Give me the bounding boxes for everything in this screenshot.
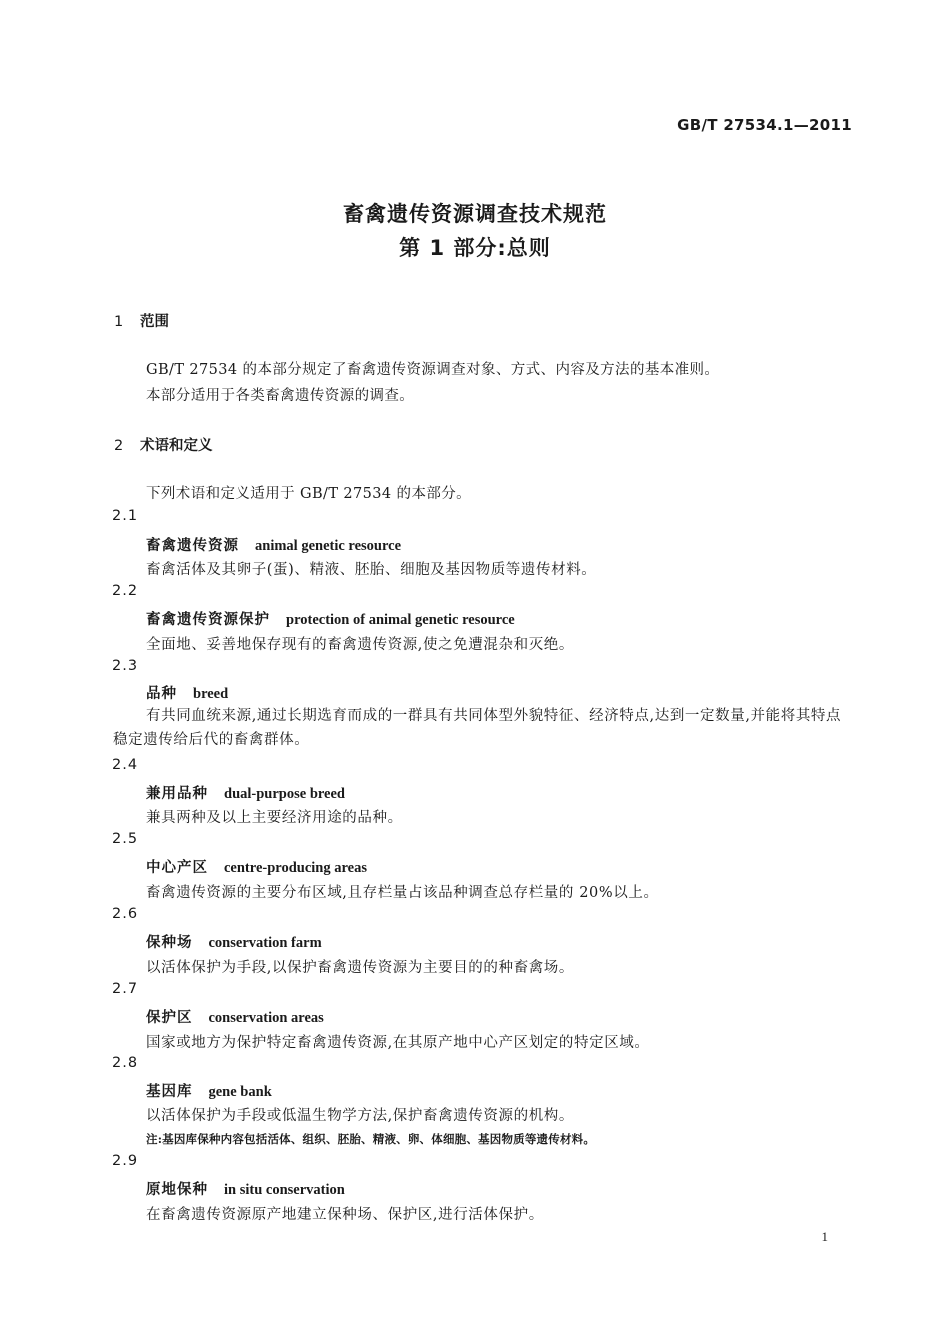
section-1-title: 范围 <box>140 314 169 330</box>
clause-number: 2.5 <box>112 831 139 847</box>
term-chinese: 原地保种 <box>146 1182 208 1198</box>
term-definition: 畜禽遗传资源的主要分布区域,且存栏量占该品种调查总存栏量的 20%以上。 <box>146 885 659 901</box>
term-entry <box>146 1080 272 1101</box>
term-entry <box>146 608 515 629</box>
term-note: 注:基因库保种内容包括活体、组织、胚胎、精液、卵、体细胞、基因物质等遗传材料。 <box>146 1132 596 1146</box>
section-1-heading <box>114 310 169 331</box>
term-definition: 全面地、妥善地保存现有的畜禽遗传资源,使之免遭混杂和灭绝。 <box>146 637 575 653</box>
term-chinese: 品种 <box>146 686 177 702</box>
term-entry <box>146 856 367 877</box>
term-entry <box>146 931 322 952</box>
term-chinese: 保护区 <box>146 1010 193 1026</box>
term-definition: 在畜禽遗传资源原产地建立保种场、保护区,进行活体保护。 <box>146 1207 544 1223</box>
clause-number: 2.6 <box>112 906 139 922</box>
term-entry <box>146 534 401 555</box>
standard-code: GB/T 27534.1—2011 <box>677 116 852 134</box>
term-english: breed <box>193 686 229 702</box>
document-title: 畜禽遗传资源调查技术规范 <box>343 202 607 226</box>
term-chinese: 中心产区 <box>146 860 208 876</box>
term-entry <box>146 1006 324 1027</box>
term-english: conservation farm <box>208 935 322 951</box>
section-2-heading <box>114 434 213 455</box>
term-definition: 兼具两种及以上主要经济用途的品种。 <box>146 810 403 826</box>
term-entry <box>146 1178 345 1199</box>
term-definition: 畜禽活体及其卵子(蛋)、精液、胚胎、细胞及基因物质等遗传材料。 <box>146 562 597 578</box>
clause-number: 2.8 <box>112 1055 139 1071</box>
term-english: protection of animal genetic resource <box>286 612 515 628</box>
term-chinese: 畜禽遗传资源 <box>146 538 239 554</box>
term-definition: 国家或地方为保护特定畜禽遗传资源,在其原产地中心产区划定的特定区域。 <box>146 1035 650 1051</box>
clause-number: 2.2 <box>112 583 139 599</box>
clause-number: 2.1 <box>112 508 139 524</box>
section-2-number: 2 <box>114 438 124 454</box>
term-chinese: 基因库 <box>146 1084 193 1100</box>
page-number: 1 <box>821 1229 828 1244</box>
section-1-number: 1 <box>114 314 124 330</box>
section-2-title: 术语和定义 <box>140 438 213 454</box>
term-chinese: 保种场 <box>146 935 193 951</box>
clause-number: 2.4 <box>112 757 139 773</box>
term-english: gene bank <box>208 1084 272 1100</box>
term-english: animal genetic resource <box>255 538 402 554</box>
term-chinese: 兼用品种 <box>146 786 208 802</box>
term-entry <box>146 682 228 703</box>
term-definition: 以活体保护为手段,以保护畜禽遗传资源为主要目的的种畜禽场。 <box>146 960 575 976</box>
section-1-paragraph-1: GB/T 27534 的本部分规定了畜禽遗传资源调查对象、方式、内容及方法的基本准则。 <box>146 362 720 378</box>
term-english: conservation areas <box>208 1010 324 1026</box>
section-2-intro: 下列术语和定义适用于 GB/T 27534 的本部分。 <box>146 486 472 502</box>
section-1-paragraph-2: 本部分适用于各类畜禽遗传资源的调查。 <box>146 388 415 404</box>
term-chinese: 畜禽遗传资源保护 <box>146 612 270 628</box>
document-subtitle: 第 1 部分:总则 <box>399 236 551 260</box>
clause-number: 2.9 <box>112 1153 139 1169</box>
term-english: in situ conservation <box>224 1182 345 1198</box>
term-english: centre-producing areas <box>224 860 367 876</box>
term-entry <box>146 782 345 803</box>
term-english: dual-purpose breed <box>224 786 345 802</box>
term-definition: 以活体保护为手段或低温生物学方法,保护畜禽遗传资源的机构。 <box>146 1108 575 1124</box>
clause-number: 2.7 <box>112 981 139 997</box>
term-definition: 有共同血统来源,通过长期选育而成的一群具有共同体型外貌特征、经济特点,达到一定数量,并能将其特点稳定遗传给后代的畜禽群体。 <box>113 708 842 748</box>
clause-number: 2.3 <box>112 658 139 674</box>
